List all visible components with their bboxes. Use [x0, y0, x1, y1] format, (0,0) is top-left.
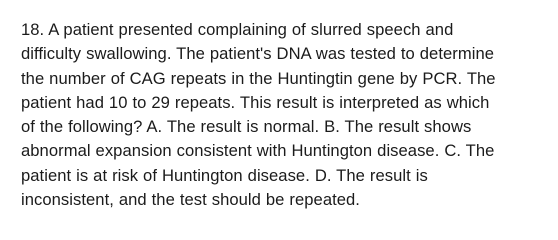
question-line: inconsistent, and the test should be repeated. — [21, 190, 360, 210]
question-line: patient had 10 to 29 repeats. This result is interpreted as which — [21, 92, 490, 112]
question-line: 18. A patient presented complaining of slurred speech and — [21, 20, 454, 39]
question-line: patient is at risk of Huntington disease. D. The result is — [21, 165, 428, 185]
question-text — [21, 18, 548, 212]
question-line: the number of CAG repeats in the Huntingtin gene by PCR. The — [21, 68, 496, 88]
question-line: abnormal expansion consistent with Huntington disease. C. The — [21, 141, 495, 161]
question-line: of the following? A. The result is normal. B. The result shows — [21, 117, 472, 137]
question-line: difficulty swallowing. The patient's DNA was tested to determine — [21, 44, 495, 64]
